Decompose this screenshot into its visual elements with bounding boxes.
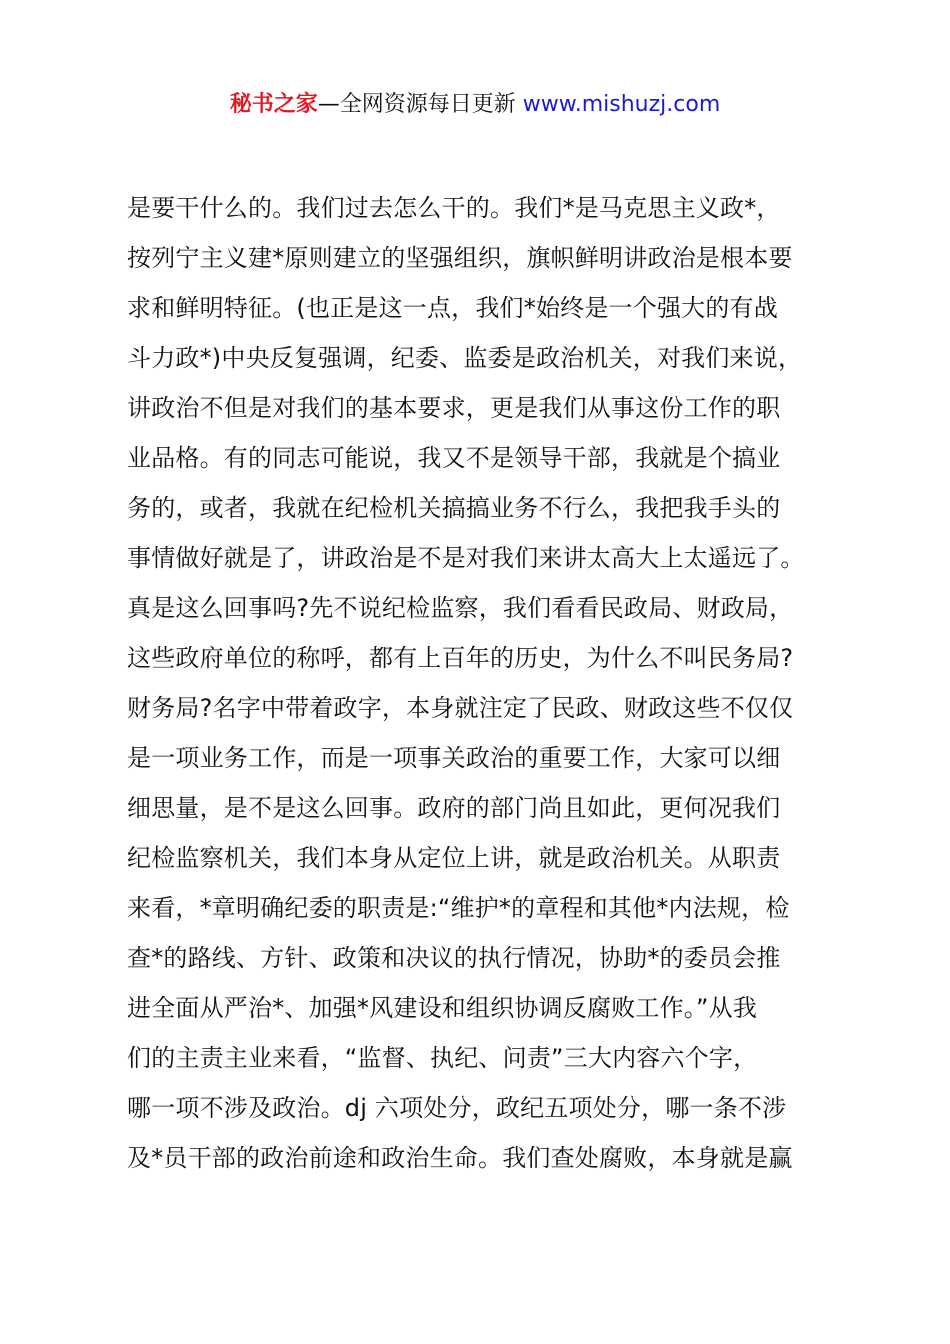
body-line: 斗力政*)中央反复强调，纪委、监委是政治机关，对我们来说，	[127, 344, 803, 372]
body-line: 这些政府单位的称呼，都有上百年的历史，为什么不叫民务局?	[127, 644, 794, 672]
body-line: 进全面从严治*、加强*风建设和组织协调反腐败工作。”从我	[127, 994, 758, 1022]
body-line: 按列宁主义建*原则建立的坚强组织，旗帜鲜明讲政治是根本要	[127, 244, 793, 272]
header-url[interactable]: www.mishuzj.com	[522, 92, 721, 117]
body-line: 细思量，是不是这么回事。政府的部门尚且如此，更何况我们	[127, 794, 781, 822]
body-line: 求和鲜明特征。(也正是这一点，我们*始终是一个强大的有战	[127, 294, 778, 322]
body-line: 们的主责主业来看，“监督、执纪、问责”三大内容六个字，	[127, 1044, 758, 1072]
body-line: 查*的路线、方针、政策和决议的执行情况，协助*的委员会推	[127, 944, 781, 972]
body-line: 是要干什么的。我们过去怎么干的。我们*是马克思主义政*，	[127, 194, 781, 222]
body-line: 事情做好就是了，讲政治是不是对我们来讲太高大上太遥远了。	[127, 544, 805, 572]
body-line: 哪一项不涉及政治。dj 六项处分，政纪五项处分，哪一条不涉	[127, 1094, 787, 1122]
body-line: 真是这么回事吗?先不说纪检监察，我们看看民政局、财政局，	[127, 594, 794, 622]
header-tagline: —全网资源每日更新	[317, 92, 523, 117]
header-brand: 秘书之家	[229, 92, 318, 117]
document-body	[127, 183, 847, 1183]
body-line: 及*员干部的政治前途和政治生命。我们查处腐败，本身就是赢	[127, 1144, 793, 1172]
page-header	[0, 88, 950, 122]
body-line: 业品格。有的同志可能说，我又不是领导干部，我就是个搞业	[127, 444, 781, 472]
body-line: 来看，*章明确纪委的职责是:“维护*的章程和其他*内法规，检	[127, 894, 790, 922]
body-line: 是一项业务工作，而是一项事关政治的重要工作，大家可以细	[127, 744, 781, 772]
body-line: 财务局?名字中带着政字，本身就注定了民政、财政这些不仅仅	[127, 694, 794, 722]
body-line: 务的，或者，我就在纪检机关搞搞业务不行么，我把我手头的	[127, 494, 781, 522]
body-line: 讲政治不但是对我们的基本要求，更是我们从事这份工作的职	[127, 394, 781, 422]
body-line: 纪检监察机关，我们本身从定位上讲，就是政治机关。从职责	[127, 844, 781, 872]
